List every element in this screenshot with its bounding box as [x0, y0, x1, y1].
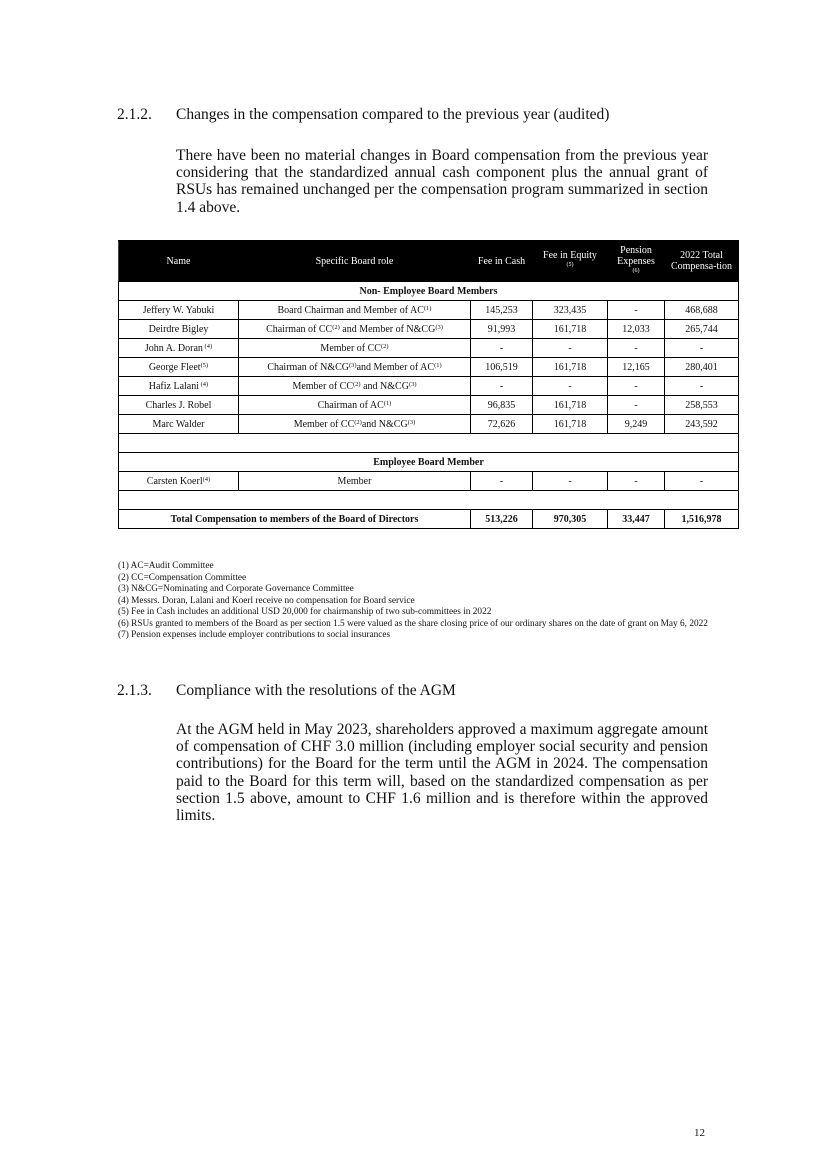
- blank-cell: [119, 434, 739, 453]
- pension-expenses: -: [608, 377, 665, 396]
- footnotes: [118, 561, 718, 642]
- total-compensation: 258,553: [665, 396, 739, 415]
- col-header-role: Specific Board role: [239, 241, 471, 282]
- pension-expenses: 12,165: [608, 358, 665, 377]
- section-title: Compliance with the resolutions of the AGM: [176, 682, 456, 699]
- col-header-total: 2022 Total Compensa-tion: [665, 241, 739, 282]
- group-row-non-employee: [119, 282, 739, 301]
- member-name: Marc Walder: [119, 415, 239, 434]
- page-number: 12: [694, 1127, 705, 1139]
- board-role: Member: [239, 472, 471, 491]
- total-pension-expenses: 33,447: [608, 510, 665, 529]
- member-name: Jeffery W. Yabuki: [119, 301, 239, 320]
- total-row: [119, 510, 739, 529]
- fee-in-equity: -: [533, 472, 608, 491]
- member-name: Charles J. Robel: [119, 396, 239, 415]
- total-fee-in-cash: 513,226: [471, 510, 533, 529]
- table-row: [119, 396, 739, 415]
- table-row: [119, 415, 739, 434]
- total-label: Total Compensation to members of the Board of Directors: [119, 510, 471, 529]
- fee-in-equity: 161,718: [533, 358, 608, 377]
- table-row: [119, 320, 739, 339]
- member-name: John A. Doran $^{(4)}$: [119, 339, 239, 358]
- table-header-row: [119, 241, 739, 282]
- pension-expenses: 12,033: [608, 320, 665, 339]
- blank-row: [119, 434, 739, 453]
- fee-in-equity: -: [533, 377, 608, 396]
- total-compensation: -: [665, 472, 739, 491]
- board-role: Chairman of CC$^{(2)}$ and Member of N&CG$^{(3)}$: [239, 320, 471, 339]
- fee-in-cash: 96,835: [471, 396, 533, 415]
- board-role: Member of CC$^{(2)}$: [239, 339, 471, 358]
- fee-in-cash: 106,519: [471, 358, 533, 377]
- footnote: (7) Pension expenses include employer contributions to social insurances: [118, 630, 391, 640]
- fee-in-equity: 161,718: [533, 396, 608, 415]
- total-compensation: 280,401: [665, 358, 739, 377]
- footnote: (3) N&CG=Nominating and Corporate Governance Committee: [118, 584, 354, 594]
- member-name: Carsten Koerl$^{(4)}$: [119, 472, 239, 491]
- fee-in-cash: 72,626: [471, 415, 533, 434]
- group-row-employee: [119, 453, 739, 472]
- total-compensation: 243,592: [665, 415, 739, 434]
- section-heading-2-1-2: [117, 106, 609, 124]
- pension-expenses: -: [608, 472, 665, 491]
- section-heading-2-1-3: [117, 682, 456, 700]
- fee-in-cash: -: [471, 377, 533, 396]
- total-compensation: 265,744: [665, 320, 739, 339]
- pension-expenses: -: [608, 301, 665, 320]
- fee-in-equity: -: [533, 339, 608, 358]
- section-title: Changes in the compensation compared to the previous year (audited): [176, 106, 610, 123]
- blank-row: [119, 491, 739, 510]
- footnote: (5) Fee in Cash includes an additional USD 20,000 for chairmanship of two sub-committees in 2022: [118, 607, 492, 617]
- footnote: (1) AC=Audit Committee: [118, 561, 214, 571]
- board-compensation-table: [118, 240, 739, 529]
- board-role: Chairman of AC$^{(1)}$: [239, 396, 471, 415]
- col-header-name: Name: [119, 241, 239, 282]
- blank-cell: [119, 491, 739, 510]
- member-name: George Fleet$^{(5)}$: [119, 358, 239, 377]
- section-2-1-3-body: At the AGM held in May 2023, shareholders approved a maximum aggregate amount of compensation of CHF 3.0 million (including employer social security and pension contributions) for the Board for the term until the AGM in 2024. The compensation paid to the Board for this term will, based on the standardized compensation as per section 1.5 above, amount to CHF 1.6 million and is therefore within the approved limits.: [176, 721, 708, 825]
- col-header-fee-cash: Fee in Cash: [471, 241, 533, 282]
- footnote: (2) CC=Compensation Committee: [118, 572, 247, 583]
- footnote: (6) RSUs granted to members of the Board as per section 1.5 were valued as the share closing price of our ordinary shares on the date of grant on May 6, 2022: [118, 618, 708, 629]
- table-row: [119, 472, 739, 491]
- table-row: [119, 339, 739, 358]
- fee-in-cash: -: [471, 339, 533, 358]
- fee-in-equity: 161,718: [533, 415, 608, 434]
- footnote: (4) Messrs. Doran, Lalani and Koerl receive no compensation for Board service: [118, 595, 415, 606]
- col-header-pension: Pension Expenses $^{(6)}$: [608, 241, 665, 282]
- fee-in-cash: 91,993: [471, 320, 533, 339]
- col-header-fee-equity: Fee in Equity $^{(5)}$: [533, 241, 608, 282]
- section-2-1-2-body: There have been no material changes in Board compensation from the previous year considering that the standardized annual cash component plus the annual grant of RSUs has remained unchanged per the compensation program summarized in section 1.4 above.: [176, 147, 708, 216]
- group-label: Employee Board Member: [119, 453, 739, 472]
- pension-expenses: -: [608, 396, 665, 415]
- pension-expenses: 9,249: [608, 415, 665, 434]
- table-row: [119, 377, 739, 396]
- member-name: Deirdre Bigley: [119, 320, 239, 339]
- board-role: Board Chairman and Member of AC$^{(1)}$: [239, 301, 471, 320]
- board-role: Member of CC$^{(2)}$and N&CG$^{(3)}$: [239, 415, 471, 434]
- fee-in-cash: 145,253: [471, 301, 533, 320]
- group-label: Non- Employee Board Members: [119, 282, 739, 301]
- fee-in-equity: 161,718: [533, 320, 608, 339]
- section-number: 2.1.2.: [117, 106, 152, 123]
- fee-in-equity: 323,435: [533, 301, 608, 320]
- total-compensation: 1,516,978: [665, 510, 739, 529]
- total-compensation: -: [665, 377, 739, 396]
- member-name: Hafiz Lalani $^{(4)}$: [119, 377, 239, 396]
- total-compensation: -: [665, 339, 739, 358]
- pension-expenses: -: [608, 339, 665, 358]
- section-number: 2.1.3.: [117, 682, 152, 699]
- fee-in-cash: -: [471, 472, 533, 491]
- table-row: [119, 301, 739, 320]
- total-compensation: 468,688: [665, 301, 739, 320]
- board-role: Chairman of N&CG$^{(3)}$and Member of AC$^{(1)}$: [239, 358, 471, 377]
- total-fee-in-equity: 970,305: [533, 510, 608, 529]
- table-row: [119, 358, 739, 377]
- board-role: Member of CC$^{(2)}$ and N&CG$^{(3)}$: [239, 377, 471, 396]
